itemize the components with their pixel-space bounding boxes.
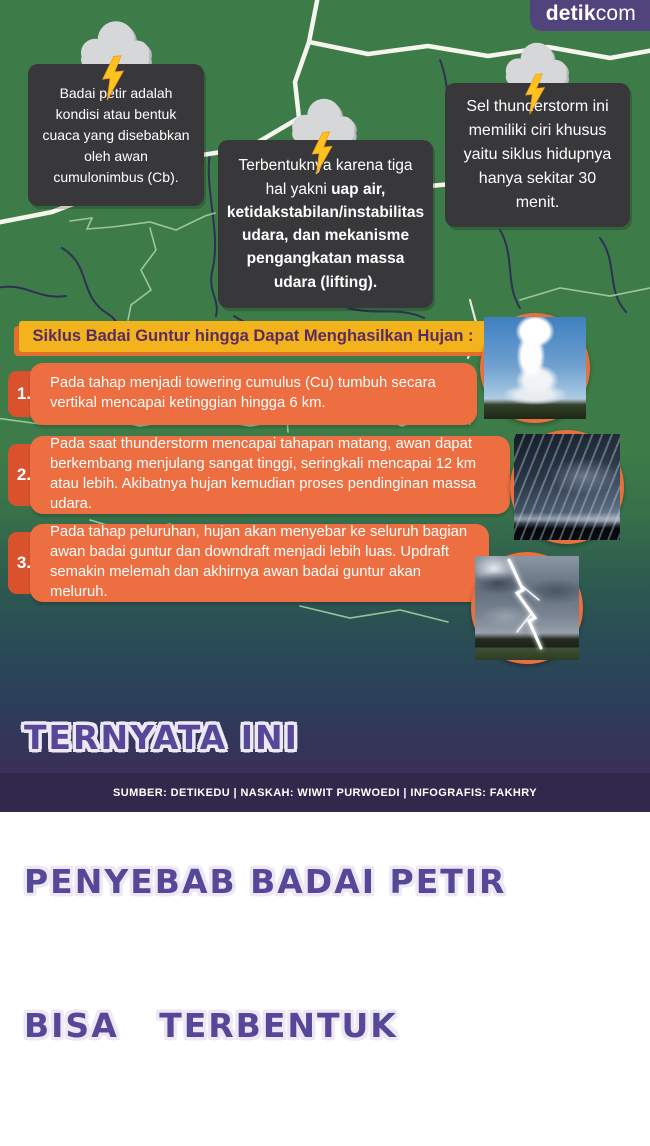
lightning-bolt-icon [520, 73, 550, 115]
stage-2-box [30, 436, 510, 514]
footer-credits-bar [0, 773, 650, 812]
stage-1-box [30, 363, 477, 425]
main-title-line-1: TERNYATA INI [24, 718, 299, 757]
lightning-bolt-icon [96, 55, 130, 102]
stage-3-text: Pada tahap peluruhan, hujan akan menyebar ke seluruh bagian awan badai guntur dan downdraft menjadi lebih luas. Updraft semakin melemah dan akhirnya awan badai guntur akan meluruh. [50, 524, 468, 600]
lightning-storm-photo [471, 552, 583, 664]
photo-lightning-strike [475, 556, 579, 660]
stage-3-box [30, 524, 489, 602]
stage-1-text: Pada tahap menjadi towering cumulus (Cu) tumbuh secara vertikal mencapai ketinggian hingga 6 km. [50, 375, 436, 411]
stage-3-number: 3. [16, 553, 32, 572]
logo-regular-part: com [595, 2, 636, 25]
info-panel-text: Badai petir adalah kondisi atau bentuk cuaca yang disebabkan oleh awan cumulonimbus (Cb). [42, 84, 190, 185]
main-title-line-3: BISA TERBENTUK [24, 1006, 398, 1045]
stage-2-number: 2. [16, 465, 32, 484]
info-panel-text: Sel thunderstorm ini memiliki ciri khusus yaitu siklus hidupnya hanya sekitar 30 menit. [463, 98, 612, 211]
section-heading-text: Siklus Badai Guntur hingga Dapat Menghasilkan Hujan : [32, 327, 474, 345]
stage-1-number: 1. [16, 384, 32, 403]
main-title [24, 618, 506, 1146]
noctilucent-cloud-photo [510, 430, 624, 544]
stage-2-text: Pada saat thunderstorm mencapai tahapan matang, awan dapat berkembang menjulang sangat tinggi, seringkali mencapai 12 km atau lebih. Akibatnya hujan kemudian proses pendinginan massa udara. [50, 436, 477, 512]
main-title-line-2: PENYEBAB BADAI PETIR [24, 862, 507, 901]
towering-cumulus-photo [480, 313, 590, 423]
lightning-bolt-icon [306, 131, 338, 176]
info-panel-text [226, 154, 425, 294]
formation-text-bold: uap air, ketidakstabilan/instabilitas udara, dan mekanisme pengangkatan massa udara (lifting). [226, 180, 425, 291]
logo-bold-part: detik [545, 2, 596, 25]
formation-text-normal: Terbentuknya karena tiga hal yakni [238, 157, 413, 198]
detikcom-logo[interactable] [530, 0, 650, 31]
section-heading [19, 321, 487, 352]
footer-credits-text: SUMBER: DETIKEDU | NASKAH: WIWIT PURWOEDI | INFOGRAFIS: FAKHRY [113, 786, 537, 799]
